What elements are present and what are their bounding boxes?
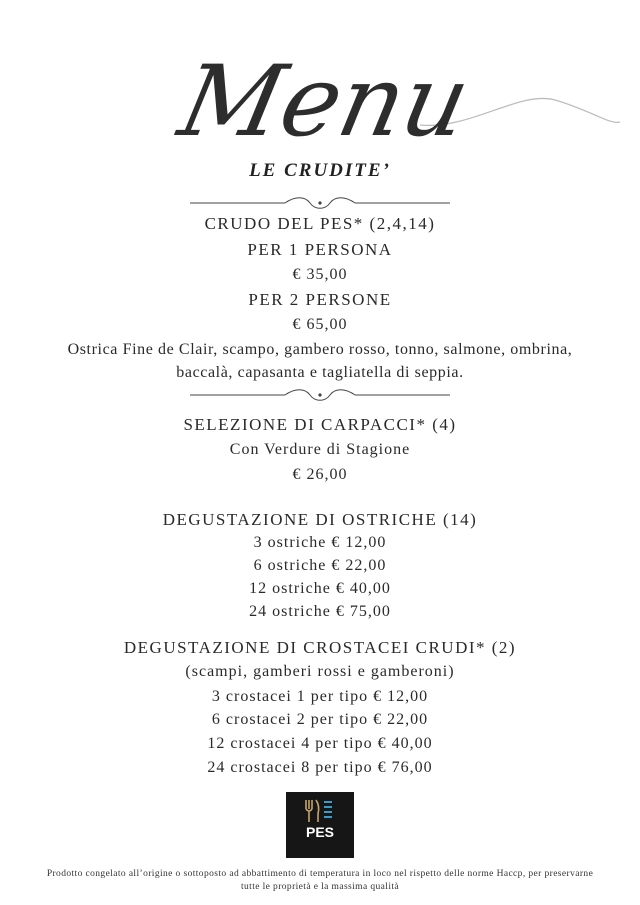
section-title: LE CRUDITE’	[249, 160, 391, 181]
ornament-divider	[0, 388, 640, 402]
footer-note	[0, 868, 640, 894]
ostriche-title: DEGUSTAZIONE DI OSTRICHE (14)	[162, 510, 478, 529]
ostriche-item: 12 ostriche € 40,00	[249, 580, 391, 597]
crostacei-subtitle: (scampi, gamberi rossi e gamberoni)	[185, 663, 455, 680]
ostriche-item: 3 ostriche € 12,00	[253, 534, 387, 551]
carpacci-price: € 26,00	[292, 466, 348, 483]
crudo-two-persons-label: PER 2 PERSONE	[248, 290, 392, 309]
crostacei-item: 24 crostacei 8 per tipo € 76,00	[207, 759, 433, 776]
crostacei-item: 6 crostacei 2 per tipo € 22,00	[211, 711, 429, 728]
footer-line1: Prodotto congelato all’origine o sottoposto ad abbattimento di temperatura in loco nel rispetto delle norme Haccp, per preservarne	[46, 869, 594, 879]
carpacci-subtitle: Con Verdure di Stagione	[229, 441, 411, 458]
crostacei-title: DEGUSTAZIONE DI CROSTACEI CRUDI* (2)	[123, 638, 517, 657]
pes-logo	[286, 792, 354, 858]
menu-script-title	[0, 30, 640, 160]
footer-line2: tutte le proprietà e la massima qualità	[240, 882, 400, 892]
crostacei-item: 12 crostacei 4 per tipo € 40,00	[207, 735, 433, 752]
menu-script-text: Menu	[170, 45, 480, 159]
crudo-title: CRUDO DEL PES* (2,4,14)	[204, 214, 436, 233]
crudo-one-person-price: € 35,00	[292, 266, 348, 283]
crudo-description-line2: baccalà, capasanta e tagliatella di seppia.	[176, 364, 464, 381]
pes-logo-text: PES	[305, 824, 334, 840]
ostriche-item: 6 ostriche € 22,00	[253, 557, 387, 574]
ostriche-item: 24 ostriche € 75,00	[249, 603, 391, 620]
ornament-divider	[0, 196, 640, 210]
carpacci-title: SELEZIONE DI CARPACCI* (4)	[183, 415, 457, 434]
crudo-one-person-label: PER 1 PERSONA	[247, 240, 393, 259]
crudo-two-persons-price: € 65,00	[292, 316, 348, 333]
crostacei-item: 3 crostacei 1 per tipo € 12,00	[211, 688, 429, 705]
crudo-description-line1: Ostrica Fine de Clair, scampo, gambero rosso, tonno, salmone, ombrina,	[67, 341, 573, 358]
